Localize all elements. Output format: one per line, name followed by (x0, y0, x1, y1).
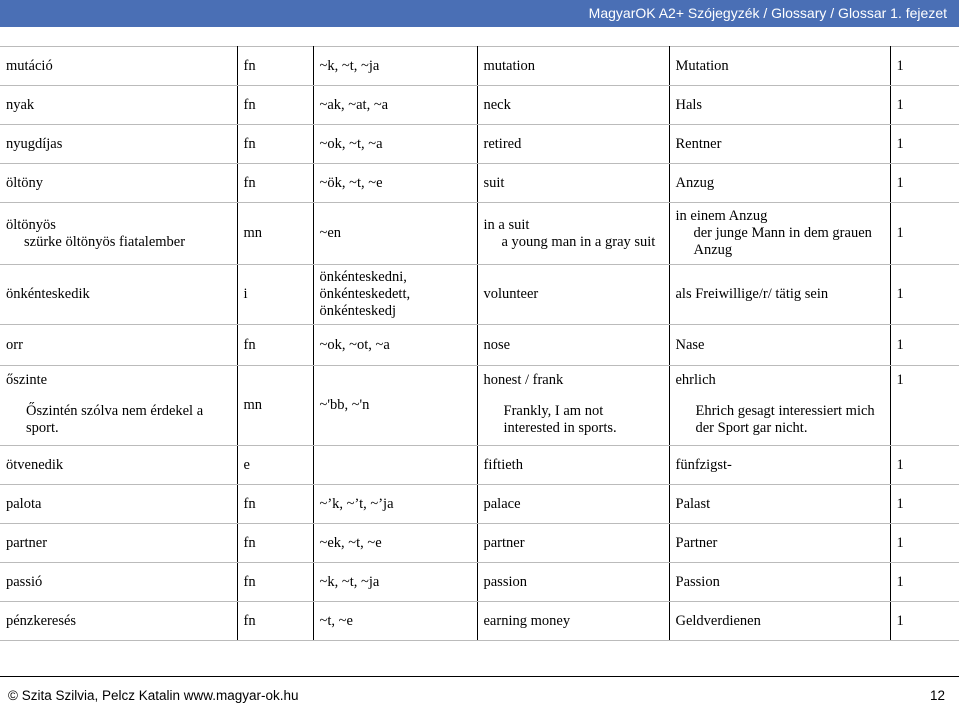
word-forms (313, 446, 477, 485)
table-row (0, 524, 959, 563)
hungarian-example: szürke öltönyös fiatalember (24, 233, 186, 250)
table-row (0, 203, 959, 265)
word-forms: ~ok, ~t, ~a (313, 125, 477, 164)
footer-divider (0, 676, 959, 677)
hungarian-word: önkénteskedik (0, 265, 237, 325)
table-row (0, 47, 959, 86)
hungarian-word: nyugdíjas (0, 125, 237, 164)
german-translation: Mutation (669, 47, 890, 86)
hungarian-word: orr (0, 325, 237, 366)
table-row (0, 265, 959, 325)
table-row (0, 446, 959, 485)
part-of-speech: fn (237, 125, 313, 164)
footer (8, 688, 945, 706)
chapter-number: 1 (890, 47, 959, 86)
chapter-number: 1 (890, 125, 959, 164)
english-translation: in a suit (483, 216, 530, 233)
part-of-speech: fn (237, 86, 313, 125)
table-row (0, 86, 959, 125)
chapter-number: 1 (890, 265, 959, 325)
part-of-speech: fn (237, 602, 313, 641)
english-translation: partner (477, 524, 669, 563)
word-forms: ~ek, ~t, ~e (313, 524, 477, 563)
english-translation: earning money (477, 602, 669, 641)
hungarian-example: Őszintén szólva nem érdekel a sport. (26, 403, 204, 436)
chapter-number: 1 (890, 485, 959, 524)
english-translation: retired (477, 125, 669, 164)
table-row (0, 563, 959, 602)
glossary-table (0, 46, 959, 641)
english-translation: volunteer (477, 265, 669, 325)
english-translation: neck (477, 86, 669, 125)
word-forms: ~k, ~t, ~ja (313, 47, 477, 86)
german-translation: Passion (669, 563, 890, 602)
chapter-number: 1 (890, 164, 959, 203)
word-forms: ~t, ~e (313, 602, 477, 641)
chapter-number: 1 (890, 563, 959, 602)
german-translation: ehrlich (675, 372, 716, 388)
german-translation: als Freiwillige/r/ tätig sein (669, 265, 890, 325)
german-translation: in einem Anzug (675, 208, 768, 224)
german-translation: fünfzigst- (669, 446, 890, 485)
english-translation: suit (477, 164, 669, 203)
hungarian-word: mutáció (0, 47, 237, 86)
german-translation: Hals (669, 86, 890, 125)
english-translation: fiftieth (477, 446, 669, 485)
table-row (0, 325, 959, 366)
word-forms: ~ök, ~t, ~e (313, 164, 477, 203)
word-forms: önkénteskedni, önkénteskedett, önkénteskedj (313, 265, 477, 325)
hungarian-word: őszinte (6, 372, 48, 388)
hungarian-word: pénzkeresés (0, 602, 237, 641)
page-number: 12 (929, 688, 945, 703)
chapter-number: 1 (890, 602, 959, 641)
part-of-speech: fn (237, 485, 313, 524)
german-example: Ehrich gesagt interessiert mich der Sport gar nicht. (695, 403, 875, 436)
hungarian-cell (0, 203, 237, 265)
german-translation: Partner (669, 524, 890, 563)
hungarian-word: partner (0, 524, 237, 563)
table-row (0, 125, 959, 164)
header-title: MagyarOK A2+ Szójegyzék / Glossary / Glossar 1. fejezet (588, 5, 947, 21)
german-cell (669, 366, 890, 446)
german-translation: Palast (669, 485, 890, 524)
part-of-speech: fn (237, 325, 313, 366)
english-example: Frankly, I am not interested in sports. (503, 403, 617, 436)
english-translation: honest / frank (483, 372, 564, 388)
chapter-number: 1 (890, 366, 959, 446)
hungarian-cell (0, 366, 237, 446)
header-bar (0, 0, 959, 27)
part-of-speech: fn (237, 47, 313, 86)
german-translation: Geldverdienen (669, 602, 890, 641)
english-cell (477, 203, 669, 265)
german-cell (669, 203, 890, 265)
word-forms: ~en (313, 203, 477, 265)
hungarian-word: öltöny (0, 164, 237, 203)
german-translation: Anzug (669, 164, 890, 203)
english-cell (477, 366, 669, 446)
chapter-number: 1 (890, 325, 959, 366)
hungarian-word: ötvenedik (0, 446, 237, 485)
english-translation: palace (477, 485, 669, 524)
chapter-number: 1 (890, 86, 959, 125)
chapter-number: 1 (890, 203, 959, 265)
part-of-speech: fn (237, 563, 313, 602)
chapter-number: 1 (890, 446, 959, 485)
english-translation: mutation (477, 47, 669, 86)
word-forms: ~k, ~t, ~ja (313, 563, 477, 602)
part-of-speech: mn (237, 366, 313, 446)
german-translation: Rentner (669, 125, 890, 164)
table-row (0, 366, 959, 446)
table-row (0, 602, 959, 641)
part-of-speech: e (237, 446, 313, 485)
part-of-speech: fn (237, 524, 313, 563)
table-row (0, 164, 959, 203)
hungarian-word: palota (0, 485, 237, 524)
hungarian-word: nyak (0, 86, 237, 125)
english-example: a young man in a gray suit (501, 233, 656, 250)
word-forms: ~’k, ~’t, ~’ja (313, 485, 477, 524)
word-forms: ~ok, ~ot, ~a (313, 325, 477, 366)
hungarian-word: öltönyös (6, 216, 56, 233)
part-of-speech: fn (237, 164, 313, 203)
copyright-text: © Szita Szilvia, Pelcz Katalin www.magyar-ok.hu (8, 688, 299, 703)
word-forms: ~'bb, ~'n (313, 366, 477, 446)
english-translation: nose (477, 325, 669, 366)
chapter-number: 1 (890, 524, 959, 563)
german-translation: Nase (669, 325, 890, 366)
german-example: der junge Mann in dem grauen Anzug (693, 225, 872, 258)
part-of-speech: i (237, 265, 313, 325)
english-translation: passion (477, 563, 669, 602)
part-of-speech: mn (237, 203, 313, 265)
word-forms: ~ak, ~at, ~a (313, 86, 477, 125)
table-row (0, 485, 959, 524)
hungarian-word: passió (0, 563, 237, 602)
